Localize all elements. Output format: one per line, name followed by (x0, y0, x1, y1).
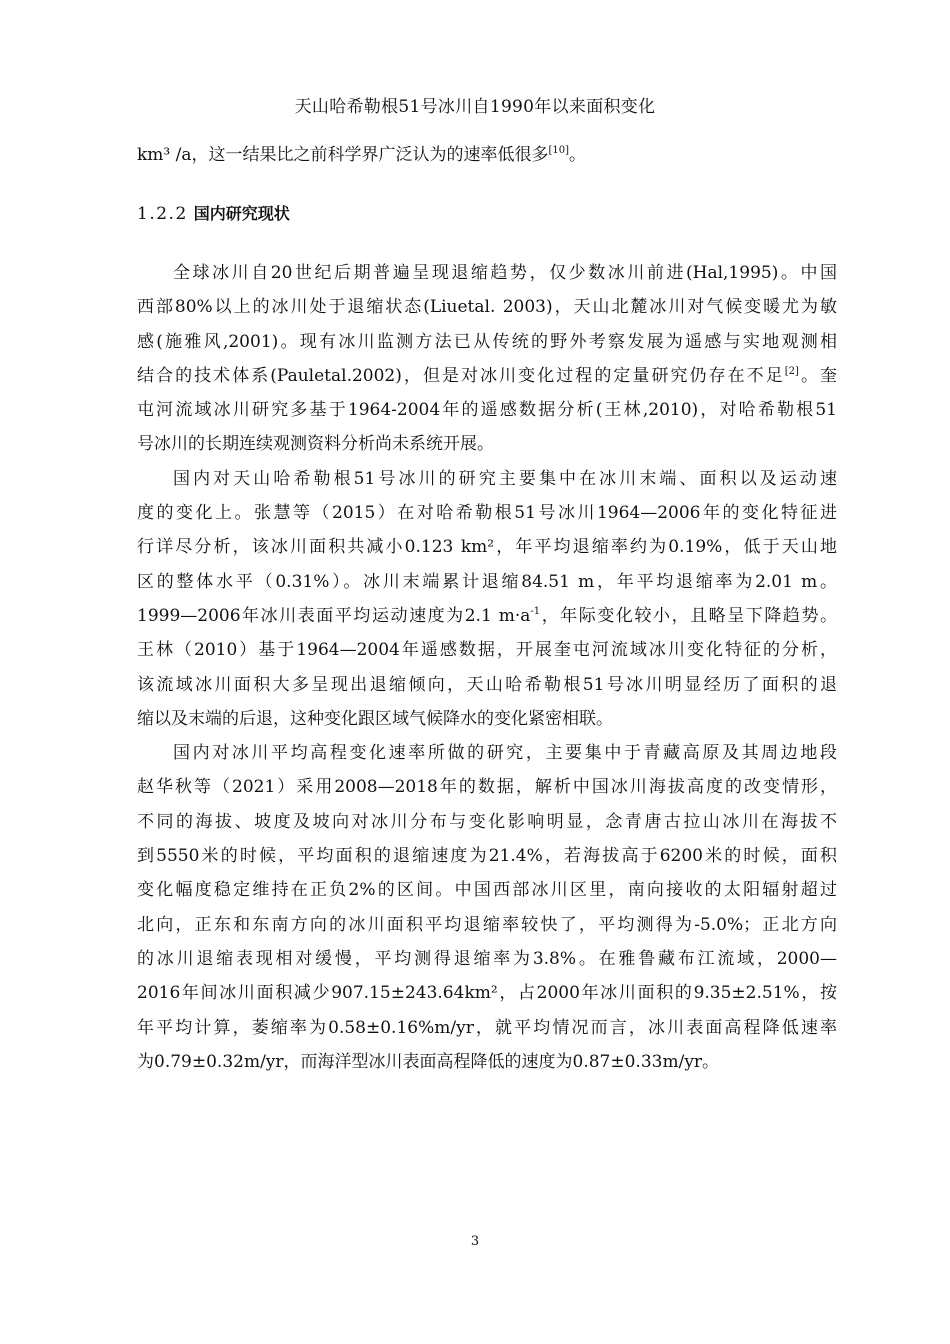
text-line (137, 736, 837, 770)
line-text: 西部80%以上的冰川处于退缩状态(Liuetal. 2003)，天山北麓冰川对气候变暖尤为敏 (137, 297, 837, 318)
text-line (137, 805, 837, 839)
line-text: 为0.79±0.32m/yr，而海洋型冰川表面高程降低的速度为0.87±0.33m/yr。 (137, 1051, 720, 1072)
text-line (137, 839, 837, 873)
text-line (137, 976, 837, 1010)
text-line (137, 565, 837, 599)
body-text (137, 256, 837, 1079)
text-line (137, 496, 837, 530)
text-line (137, 908, 837, 942)
line-text: 该流域冰川面积大多呈现出退缩倾向，天山哈希勒根51号冰川明显经历了面积的退 (137, 674, 837, 695)
text-line (137, 942, 837, 976)
paragraph (137, 256, 837, 462)
line-text: 缩以及末端的后退，这种变化跟区域气候降水的变化紧密相联。 (137, 708, 613, 729)
line-text: 1999—2006年冰川表面平均运动速度为2.1 m·a (137, 605, 531, 626)
page-number: 3 (470, 1234, 480, 1249)
line-text: 2016年间冰川面积减少907.15±243.64km²，占2000年冰川面积的9.35±2.51%，按 (137, 983, 837, 1004)
line-text: 变化幅度稳定维持在正负2%的区间。中国西部冰川区里，南向接收的太阳辐射超过 (137, 880, 837, 901)
text-line (137, 770, 837, 804)
text-line (137, 633, 837, 667)
continuation-tail: 。 (569, 145, 587, 165)
section-heading (137, 201, 290, 224)
line-text: 国内对天山哈希勒根51号冰川的研究主要集中在冰川末端、面积以及运动速 (173, 468, 837, 489)
line-text: 号冰川的长期连续观测资料分析尚未系统开展。 (137, 434, 494, 455)
line-text: 屯河流域冰川研究多基于1964-2004年的遥感数据分析(王林,2010)，对哈希勒根51 (137, 400, 837, 421)
text-line (137, 1011, 837, 1045)
line-text: 不同的海拔、坡度及坡向对冰川分布与变化影响明显，念青唐古拉山冰川在海拔不 (137, 811, 837, 832)
line-text: 北向，正东和东南方向的冰川面积平均退缩率较快了，平均测得为-5.0%；正北方向 (137, 914, 837, 935)
line-text: 感(施雅风,2001)。现有冰川监测方法已从传统的野外考察发展为遥感与实地观测相 (137, 331, 837, 352)
text-line (137, 702, 837, 736)
text-line (137, 873, 837, 907)
continuation-text: km³ /a，这一结果比之前科学界广泛认为的速率低很多 (137, 145, 549, 165)
text-line (137, 599, 837, 633)
line-tail: 。奎 (798, 365, 838, 386)
text-line (137, 290, 837, 324)
text-line (137, 530, 837, 564)
text-line (137, 462, 837, 496)
citation-ref: [2] (784, 365, 799, 377)
paragraph (137, 462, 837, 736)
line-text: 区的整体水平（0.31%）。冰川末端累计退缩84.51 m，年平均退缩率为2.01 m。 (137, 571, 837, 592)
line-text: 年平均计算，萎缩率为0.58±0.16%m/yr，就平均情况而言，冰川表面高程降低速率 (137, 1017, 837, 1038)
text-line (137, 393, 837, 427)
text-line (137, 668, 837, 702)
line-text: 赵华秋等（2021）采用2008—2018年的数据，解析中国冰川海拔高度的改变情形， (137, 777, 837, 798)
citation-ref: [10] (548, 145, 570, 156)
line-tail: ，年际变化较小，且略呈下降趋势。 (540, 605, 837, 626)
line-text: 全球冰川自20世纪后期普遍呈现退缩趋势，仅少数冰川前进(Hal,1995)。中国 (173, 263, 837, 283)
text-line (137, 256, 837, 290)
line-text: 到5550米的时候，平均面积的退缩速度为21.4%，若海拔高于6200米的时候，面积 (137, 846, 837, 867)
superscript: -1 (530, 605, 541, 617)
continuation-line (137, 140, 837, 165)
line-text: 王林（2010）基于1964—2004年遥感数据，开展奎屯河流域冰川变化特征的分析， (137, 640, 837, 661)
line-text: 行详尽分析，该冰川面积共减小0.123 km²，年平均退缩率约为0.19%，低于天山地 (137, 537, 837, 558)
running-header: 天山哈希勒根51号冰川自1990年以来面积变化 (294, 97, 656, 117)
section-number: 1.2.2 (137, 204, 188, 224)
line-text: 度的变化上。张慧等（2015）在对哈希勒根51号冰川1964—2006年的变化特征进 (137, 503, 837, 524)
line-text: 结合的技术体系(Pauletal.2002)，但是对冰川变化过程的定量研究仍存在不足 (137, 365, 785, 386)
text-line (137, 325, 837, 359)
line-text: 国内对冰川平均高程变化速率所做的研究，主要集中于青藏高原及其周边地段 (173, 743, 837, 764)
text-line (137, 359, 837, 393)
section-title: 国内研究现状 (193, 204, 290, 223)
paragraph (137, 736, 837, 1079)
text-line (137, 427, 837, 461)
text-line (137, 1045, 837, 1079)
line-text: 的冰川退缩表现相对缓慢，平均测得退缩率为3.8%。在雅鲁藏布江流域，2000— (137, 948, 837, 969)
